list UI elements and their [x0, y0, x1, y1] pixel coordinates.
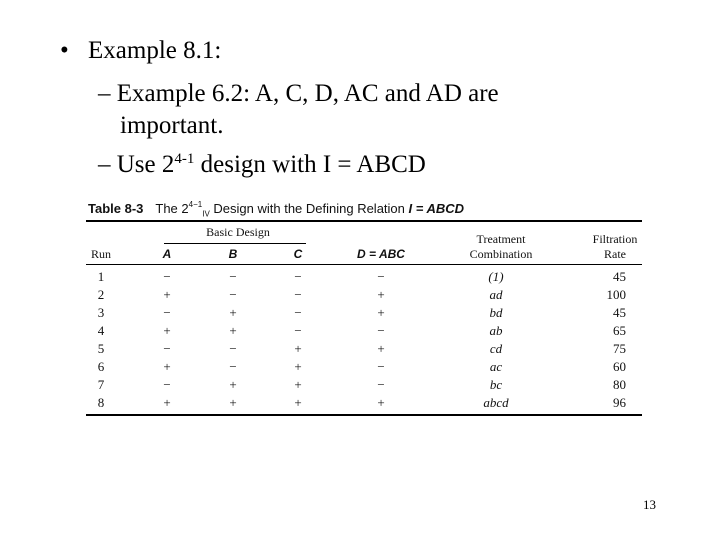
- cell-c: −: [294, 269, 302, 284]
- cell-c: −: [294, 323, 302, 338]
- cell-d: −: [377, 269, 385, 284]
- table-caption: [88, 201, 464, 219]
- cell-tc: ab: [489, 323, 503, 338]
- header-d: D = ABC: [357, 247, 405, 261]
- caption-exponent: 4−1: [188, 200, 203, 209]
- cell-b: +: [229, 395, 237, 410]
- header-c: C: [293, 247, 303, 261]
- group-rule: [164, 243, 306, 244]
- cell-c: −: [294, 287, 302, 302]
- cell-b: −: [229, 269, 237, 284]
- design-table: [86, 200, 642, 420]
- caption-post: Design with the Defining Relation: [209, 201, 409, 216]
- cell-rate: 60: [613, 359, 626, 374]
- cell-tc: abcd: [483, 395, 509, 410]
- table-bottom-rule: [86, 414, 642, 416]
- cell-a: +: [163, 323, 171, 338]
- caption-resolution: IV: [202, 209, 210, 219]
- cell-rate: 80: [613, 377, 626, 392]
- sub-bullet-2-suffix: design with I = ABCD: [194, 151, 426, 178]
- cell-d: −: [377, 323, 385, 338]
- page-number: 13: [643, 497, 656, 512]
- cell-c: +: [294, 395, 302, 410]
- cell-tc: cd: [489, 341, 503, 356]
- cell-tc: ac: [489, 359, 503, 374]
- header-run: Run: [90, 247, 111, 261]
- cell-run: 6: [97, 359, 105, 374]
- sub-bullet-2-exponent: 4-1: [174, 151, 195, 167]
- cell-run: 4: [97, 323, 105, 338]
- cell-a: +: [163, 395, 171, 410]
- cell-tc: (1): [488, 269, 504, 284]
- cell-c: +: [294, 341, 302, 356]
- cell-a: −: [163, 341, 171, 356]
- header-a: A: [162, 247, 172, 261]
- cell-a: +: [163, 359, 171, 374]
- cell-a: −: [163, 377, 171, 392]
- cell-d: +: [377, 287, 385, 302]
- cell-rate: 65: [613, 323, 626, 338]
- cell-b: −: [229, 287, 237, 302]
- cell-a: +: [163, 287, 171, 302]
- cell-d: +: [377, 341, 385, 356]
- cell-rate: 45: [613, 269, 626, 284]
- sub-bullet-2-prefix: – Use 2: [98, 151, 175, 178]
- cell-rate: 75: [613, 341, 626, 356]
- cell-tc: bc: [489, 377, 503, 392]
- header-b: B: [228, 247, 238, 261]
- bullet-marker: •: [60, 37, 69, 64]
- cell-tc: ad: [489, 287, 503, 302]
- table-top-rule: [86, 220, 642, 222]
- cell-b: −: [229, 359, 237, 374]
- cell-run: 7: [97, 377, 105, 392]
- cell-c: +: [294, 359, 302, 374]
- header-treatment-2: Combination: [469, 247, 533, 261]
- cell-c: +: [294, 377, 302, 392]
- cell-d: +: [377, 305, 385, 320]
- sub-bullet-1-line-2: important.: [120, 112, 224, 139]
- cell-c: −: [294, 305, 302, 320]
- header-rate-2: Rate: [604, 247, 626, 261]
- caption-pre: The 2: [155, 201, 189, 216]
- cell-run: 8: [97, 395, 105, 410]
- cell-run: 1: [97, 269, 105, 284]
- cell-tc: bd: [489, 305, 503, 320]
- cell-rate: 100: [606, 287, 626, 302]
- cell-rate: 96: [613, 395, 626, 410]
- cell-d: −: [377, 377, 385, 392]
- cell-b: −: [229, 341, 237, 356]
- cell-run: 2: [97, 287, 105, 302]
- group-header: Basic Design: [206, 225, 270, 239]
- bullet-main-text: Example 8.1:: [88, 37, 222, 64]
- cell-b: +: [229, 305, 237, 320]
- sub-bullet-2: [98, 150, 426, 180]
- caption-relation: I = ABCD: [408, 201, 465, 216]
- cell-run: 3: [97, 305, 105, 320]
- cell-b: +: [229, 377, 237, 392]
- cell-b: +: [229, 323, 237, 338]
- header-treatment-1: Treatment: [476, 232, 526, 246]
- cell-d: −: [377, 359, 385, 374]
- cell-rate: 45: [613, 305, 626, 320]
- cell-d: +: [377, 395, 385, 410]
- sub-bullet-1-line-1: – Example 6.2: A, C, D, AC and AD are: [98, 80, 499, 107]
- caption-label: Table 8-3: [88, 201, 144, 216]
- cell-a: −: [163, 305, 171, 320]
- cell-run: 5: [97, 341, 105, 356]
- cell-a: −: [163, 269, 171, 284]
- header-rate-1: Filtration: [592, 232, 638, 246]
- header-rule: [86, 264, 642, 265]
